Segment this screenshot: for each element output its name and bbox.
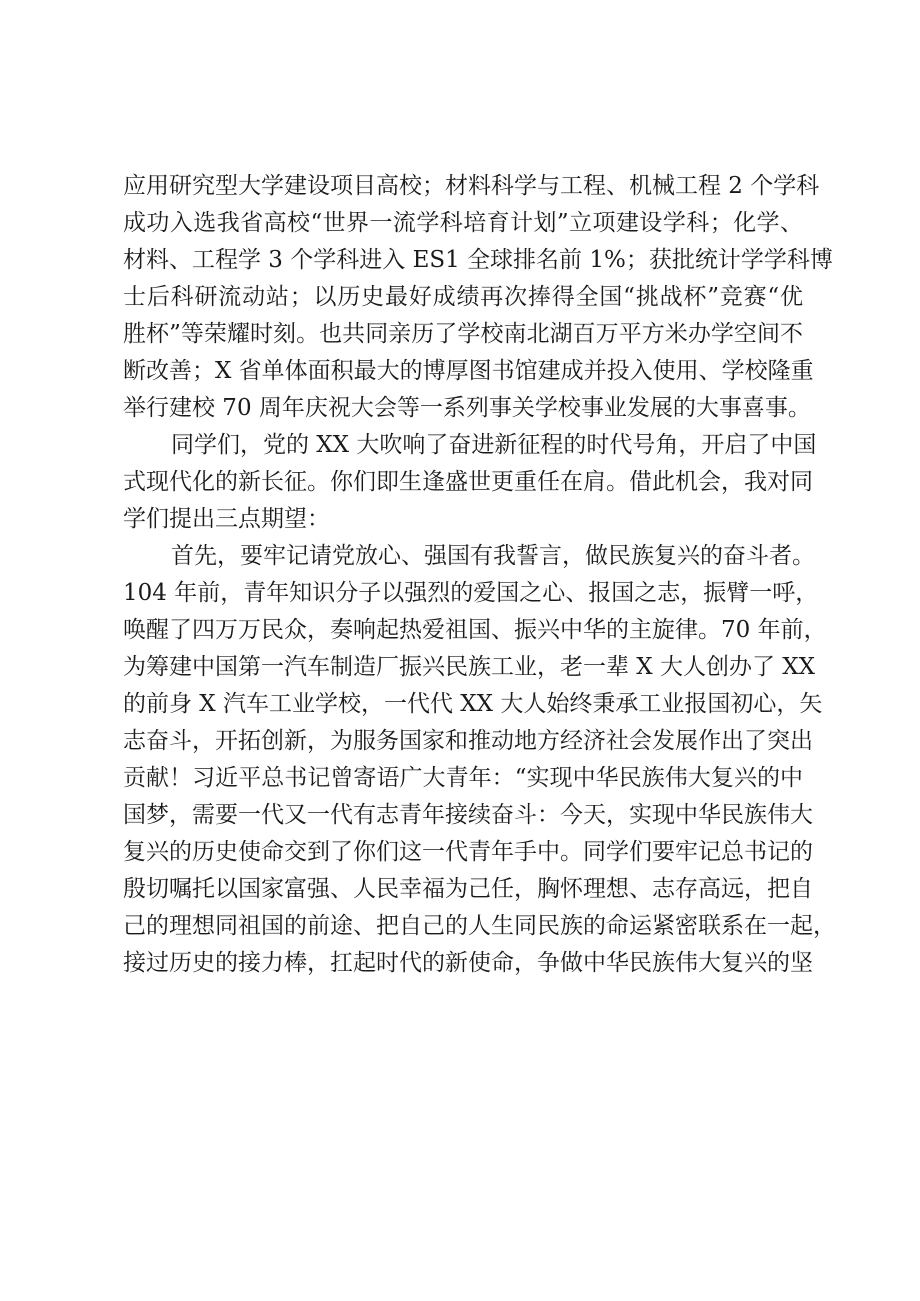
text-line: 应用研究型大学建设项目高校；材料科学与工程、机械工程 2 个学科 <box>123 173 820 199</box>
text-line: 断改善；X 省单体面积最大的博厚图书馆建成并投入使用、学校隆重 <box>123 358 814 384</box>
text-line: 士后科研流动站；以历史最好成绩再次捧得全国“挑战杯”竞赛“优 <box>123 284 803 310</box>
body-text <box>123 168 836 982</box>
text-line: 成功入选我省高校“世界一流学科培育计划”立项建设学科；化学、 <box>123 210 803 236</box>
text-line: 104 年前，青年知识分子以强烈的爱国之心、报国之志，振臂一呼， <box>123 580 819 606</box>
text-line: 同学们，党的 XX 大吹响了奋进新征程的时代号角，开启了中国 <box>171 432 817 458</box>
text-line: 首先，要牢记请党放心、强国有我誓言，做民族复兴的奋斗者。 <box>171 543 815 569</box>
text-line: 志奋斗，开拓创新，为服务国家和推动地方经济社会发展作出了突出 <box>123 728 813 754</box>
text-line: 国梦，需要一代又一代有志青年接续奋斗：今天，实现中华民族伟大 <box>123 802 813 828</box>
text-line: 材料、工程学 3 个学科进入 ES1 全球排名前 1%；获批统计学学科博 <box>123 247 833 273</box>
text-line: 为筹建中国第一汽车制造厂振兴民族工业，老一辈 X 大人创办了 XX <box>123 654 816 680</box>
text-line: 贡献！习近平总书记曾寄语广大青年：“实现中华民族伟大复兴的中 <box>123 765 803 791</box>
text-line: 接过历史的接力棒，扛起时代的新使命，争做中华民族伟大复兴的坚 <box>123 950 813 976</box>
text-line: 胜杯”等荣耀时刻。也共同亲历了学校南北湖百万平方米办学空间不 <box>123 321 803 347</box>
text-line: 式现代化的新长征。你们即生逢盛世更重任在肩。借此机会，我对同 <box>123 469 813 495</box>
text-line: 殷切嘱托以国家富强、人民幸福为己任，胸怀理想、志存高远，把自 <box>123 876 813 902</box>
text-line: 己的理想同祖国的前途、把自己的人生同民族的命运紧密联系在一起， <box>123 913 836 939</box>
text-line: 的前身 X 汽车工业学校，一代代 XX 大人始终秉承工业报国初心，矢 <box>123 691 823 717</box>
text-line: 复兴的历史使命交到了你们这一代青年手中。同学们要牢记总书记的 <box>123 839 813 865</box>
text-line: 学们提出三点期望： <box>123 506 330 532</box>
text-line: 唤醒了四万万民众，奏响起热爱祖国、振兴中华的主旋律。70 年前， <box>123 617 827 643</box>
text-line: 举行建校 70 周年庆祝大会等一系列事关学校事业发展的大事喜事。 <box>123 395 811 421</box>
